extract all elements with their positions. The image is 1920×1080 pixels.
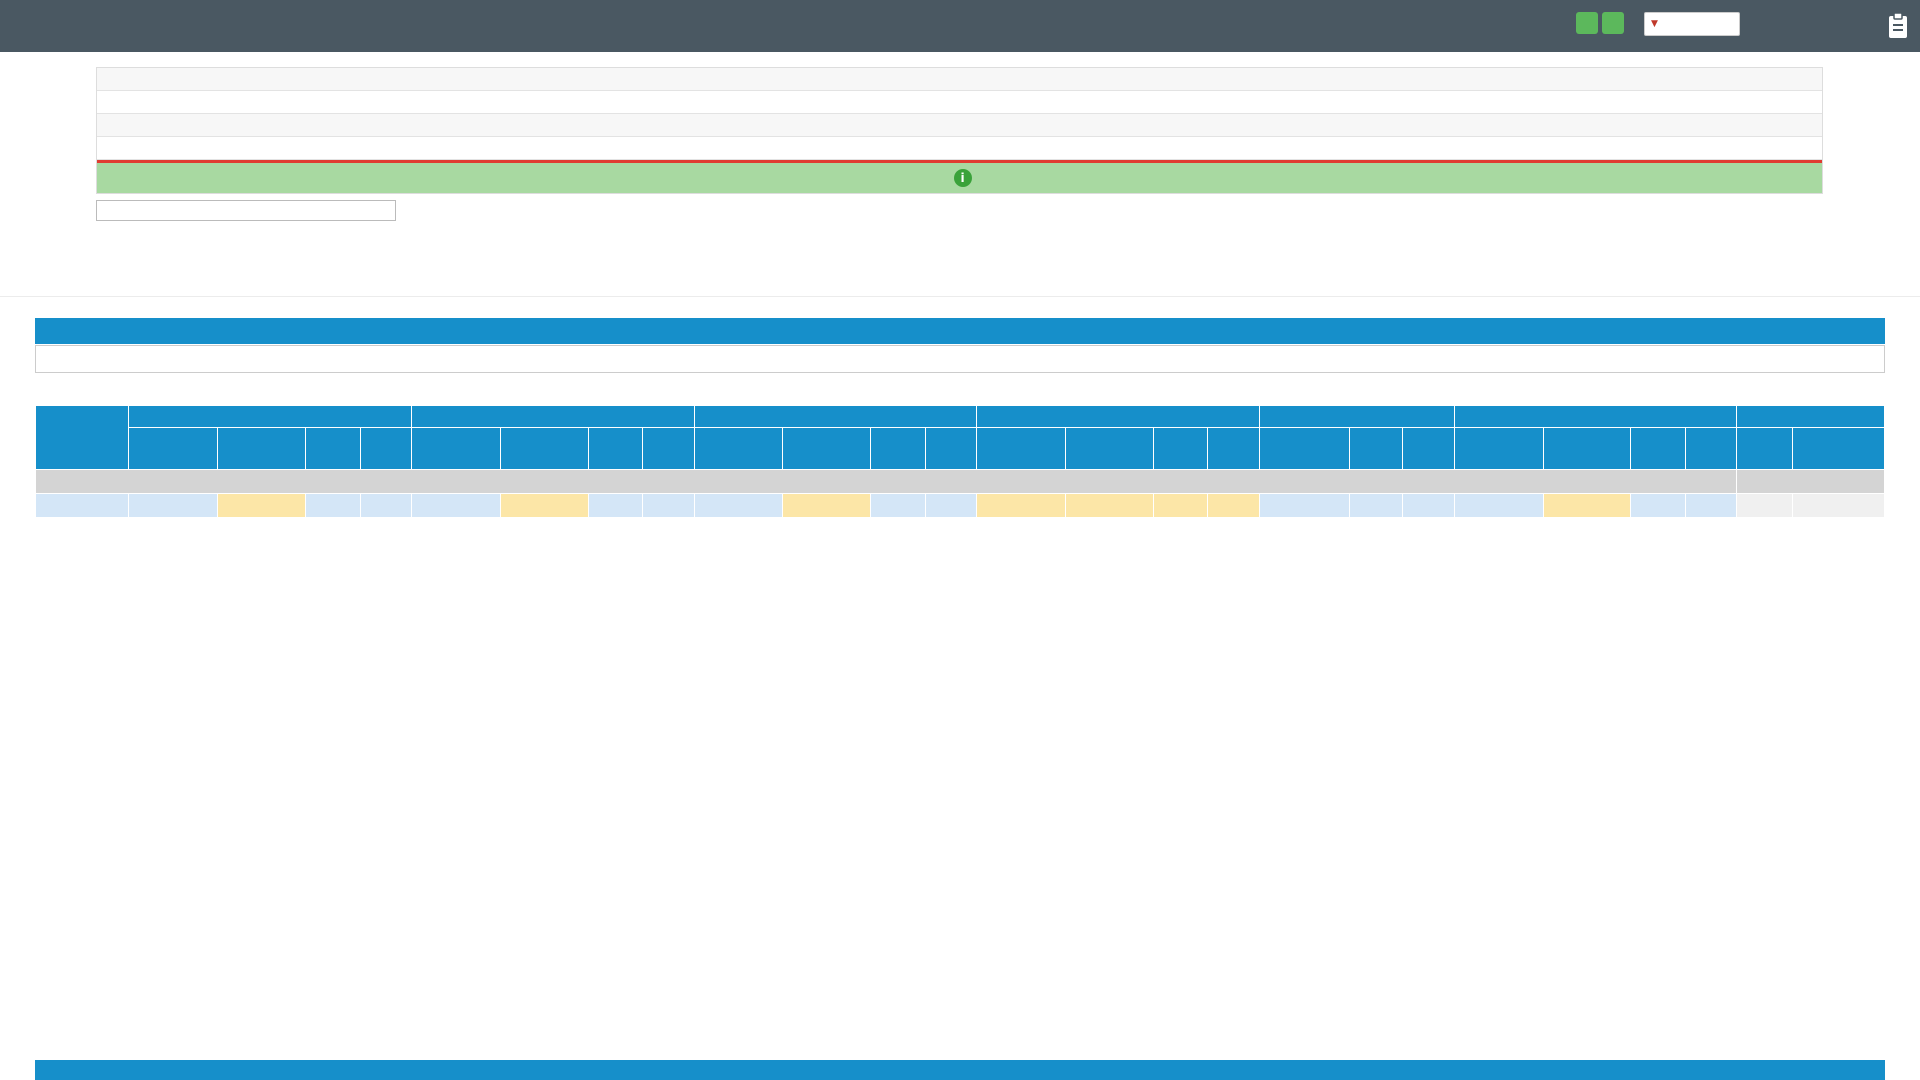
section-label	[1737, 470, 1885, 494]
raw-materials-section-header	[35, 1060, 1885, 1080]
column-header-prod	[643, 428, 694, 470]
top-bar	[0, 0, 1920, 52]
previous-report-button[interactable]	[1576, 12, 1598, 34]
product-name-cell	[1792, 494, 1884, 518]
column-header-prod	[925, 428, 976, 470]
value-cell	[977, 494, 1066, 518]
group-header-ytd-1404-07	[1454, 406, 1737, 428]
info-row	[97, 137, 1822, 160]
group-header-ytd-1404-07-corrected	[977, 406, 1260, 428]
value-cell	[588, 494, 643, 518]
column-header-name	[1792, 428, 1884, 470]
column-header-sold	[1631, 428, 1686, 470]
divider	[0, 296, 1920, 297]
value-cell	[1543, 494, 1631, 518]
unit-cell	[1737, 494, 1793, 518]
column-header-amount	[1454, 428, 1543, 470]
report-type-select[interactable]	[1644, 12, 1740, 36]
group-header-ytd-1403-08	[129, 406, 412, 428]
table-section-row	[36, 470, 1885, 494]
value-cell	[129, 494, 218, 518]
company-info-panel	[96, 67, 1823, 194]
column-header-amount	[129, 428, 218, 470]
section-filler	[36, 470, 1737, 494]
info-row	[97, 68, 1822, 91]
column-header-rate	[500, 428, 588, 470]
info-row	[97, 91, 1822, 114]
value-cell	[1631, 494, 1686, 518]
value-cell	[783, 494, 871, 518]
value-cell	[411, 494, 500, 518]
section-unit-note	[35, 345, 1885, 373]
column-header-sold	[871, 428, 926, 470]
production-sales-table	[35, 405, 1885, 518]
column-header-prod	[360, 428, 411, 470]
column-header-unit	[1737, 428, 1793, 470]
value-cell	[694, 494, 783, 518]
table-group-header-row	[36, 406, 1885, 428]
value-cell	[1259, 494, 1349, 518]
product-status-cell	[36, 494, 129, 518]
value-cell	[306, 494, 361, 518]
value-cell	[1153, 494, 1208, 518]
column-header-prod	[1685, 428, 1736, 470]
column-header-amount	[977, 428, 1066, 470]
amount-unit-note	[96, 200, 396, 221]
signature-match-banner	[97, 163, 1822, 193]
column-header-amount	[411, 428, 500, 470]
table-body	[36, 470, 1885, 518]
column-header-prod	[1403, 428, 1454, 470]
column-header-amount	[694, 428, 783, 470]
column-header-rate	[1543, 428, 1631, 470]
value-cell	[925, 494, 976, 518]
next-report-button[interactable]	[1602, 12, 1624, 34]
column-header-sold	[306, 428, 361, 470]
column-header-sold	[588, 428, 643, 470]
value-cell	[500, 494, 588, 518]
table-column-header-row	[36, 428, 1885, 470]
column-header-rate	[1066, 428, 1154, 470]
column-header-rate	[218, 428, 306, 470]
value-cell	[1454, 494, 1543, 518]
info-row	[97, 114, 1822, 137]
group-header-product-status	[36, 406, 129, 470]
value-cell	[1403, 494, 1454, 518]
value-cell	[1066, 494, 1154, 518]
report-document-icon	[1888, 13, 1908, 39]
value-cell	[1685, 494, 1736, 518]
group-header-description	[1737, 406, 1885, 428]
column-header-sold	[1349, 428, 1403, 470]
column-header-amount	[1259, 428, 1349, 470]
value-cell	[1349, 494, 1403, 518]
value-cell	[1208, 494, 1259, 518]
group-header-ytd-1404-08	[411, 406, 694, 428]
value-cell	[218, 494, 306, 518]
info-icon: i	[954, 169, 972, 187]
table-row	[36, 494, 1885, 518]
group-header-month-1404-08	[694, 406, 977, 428]
value-cell	[643, 494, 694, 518]
group-header-corrections	[1259, 406, 1454, 428]
column-header-sold	[1153, 428, 1208, 470]
column-header-rate	[783, 428, 871, 470]
column-header-prod	[1208, 428, 1259, 470]
chevron-down-icon: ▼	[1651, 19, 1658, 29]
value-cell	[871, 494, 926, 518]
production-sales-section-header	[35, 318, 1885, 344]
value-cell	[360, 494, 411, 518]
